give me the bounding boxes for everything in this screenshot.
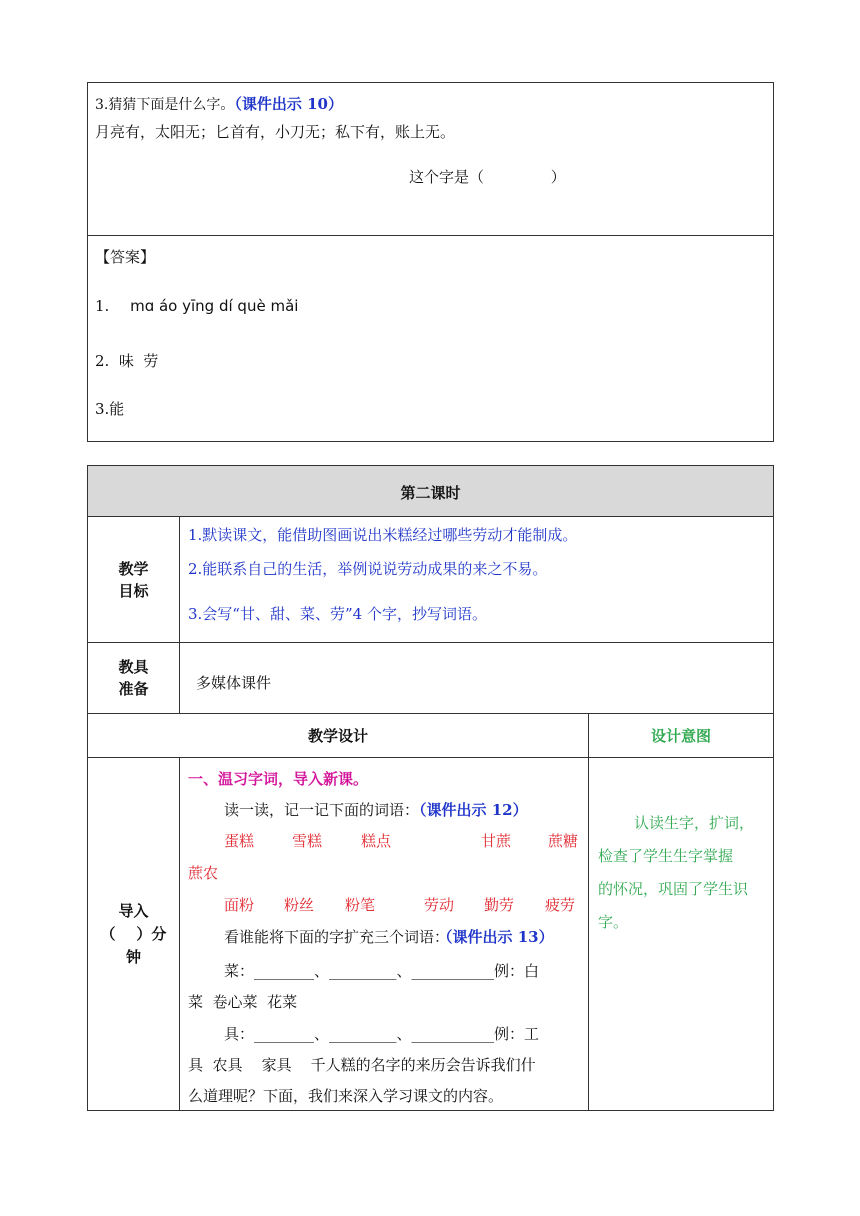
cai-wrap: 菜 卷心菜 花菜 xyxy=(188,993,298,1011)
ju-wrap: 具 农具 家具 千人糕的名字的来历会告诉我们什 xyxy=(188,1056,536,1074)
intent-line-3: 的怀况，巩固了学生识 xyxy=(598,880,749,898)
tools-value: 多媒体课件 xyxy=(196,674,272,692)
goal-3: 3.会写“甘、甜、菜、劳”4 个字，抄写词语。 xyxy=(188,605,487,623)
exercise-divider xyxy=(87,235,774,236)
word-3: 糕点 xyxy=(361,832,392,850)
riddle-text: 月亮有，太阳无；匕首有，小刀无；私下有，账上无。 xyxy=(95,123,456,141)
intro-label-line3: 钟 xyxy=(125,948,141,966)
courseware-tag-12: （课件出示 12） xyxy=(419,801,528,819)
answer-2: 2. 味 劳 xyxy=(95,352,159,370)
col-divider xyxy=(179,757,180,1111)
word-7: 面粉 xyxy=(224,896,255,914)
answer-3: 3.能 xyxy=(95,400,125,418)
answer-blank: 这个字是（ ） xyxy=(409,168,566,186)
answer-header: 【答案】 xyxy=(95,248,156,266)
courseware-tag-10: （课件出示 10） xyxy=(234,95,343,113)
goal-2: 2.能联系自己的生活，举例说说劳动成果的来之不易。 xyxy=(188,560,548,578)
tools-label: 教具 准备 xyxy=(118,658,149,698)
answer-1 xyxy=(95,297,298,315)
section-heading: 一、温习字词，导入新课。 xyxy=(188,770,369,788)
intent-header: 设计意图 xyxy=(650,727,711,745)
word-12: 疲劳 xyxy=(545,896,576,914)
word-8: 粉丝 xyxy=(284,896,315,914)
read-line xyxy=(224,799,528,820)
intro-label-line2: （ ）分 xyxy=(100,925,167,943)
intent-line-1: 认读生字，扩词， xyxy=(634,814,755,832)
question-3-prefix: 3.猜猜下面是什么字。 xyxy=(95,97,235,113)
intro-label xyxy=(88,900,179,969)
row-divider xyxy=(87,757,774,758)
goal-1: 1.默读课文，能借助图画说出米糕经过哪些劳动才能制成。 xyxy=(188,526,578,544)
col-divider xyxy=(588,713,589,1111)
word-11: 勤劳 xyxy=(484,896,515,914)
intent-line-2: 检查了学生生字掌握 xyxy=(598,847,734,865)
question-3 xyxy=(95,93,343,114)
ju-wrap-2: 么道理呢？下面，我们来深入学习课文的内容。 xyxy=(188,1087,504,1105)
intent-line-4: 字。 xyxy=(598,913,629,931)
courseware-tag-13: （课件出示 13） xyxy=(445,928,554,946)
word-4: 甘蔗 xyxy=(481,832,512,850)
ju-line: 具：________、_________、___________例：工 xyxy=(224,1025,540,1043)
cai-line: 菜：________、_________、___________例：白 xyxy=(224,962,540,980)
read-line-text: 读一读，记一记下面的词语： xyxy=(224,801,420,819)
intro-label-line1: 导入 xyxy=(118,902,149,920)
word-10: 劳动 xyxy=(424,896,455,914)
word-6: 蔗农 xyxy=(188,864,219,882)
expand-line-text: 看谁能将下面的字扩充三个词语： xyxy=(224,928,450,946)
word-2: 雪糕 xyxy=(292,832,323,850)
word-9: 粉笔 xyxy=(345,896,376,914)
goals-label: 教学 目标 xyxy=(118,560,149,600)
row-divider xyxy=(87,713,774,714)
expand-line xyxy=(224,926,554,947)
answer-1-number: 1. xyxy=(95,297,110,315)
col-divider xyxy=(179,516,180,713)
design-header: 教学设计 xyxy=(307,727,368,745)
answer-1-pinyin: mɑ áo yīng dí què mǎi xyxy=(130,297,299,315)
word-1: 蛋糕 xyxy=(224,832,255,850)
lesson-title: 第二课时 xyxy=(400,484,461,502)
row-divider xyxy=(87,642,774,643)
row-divider xyxy=(87,516,774,517)
word-5: 蔗糖 xyxy=(548,832,579,850)
